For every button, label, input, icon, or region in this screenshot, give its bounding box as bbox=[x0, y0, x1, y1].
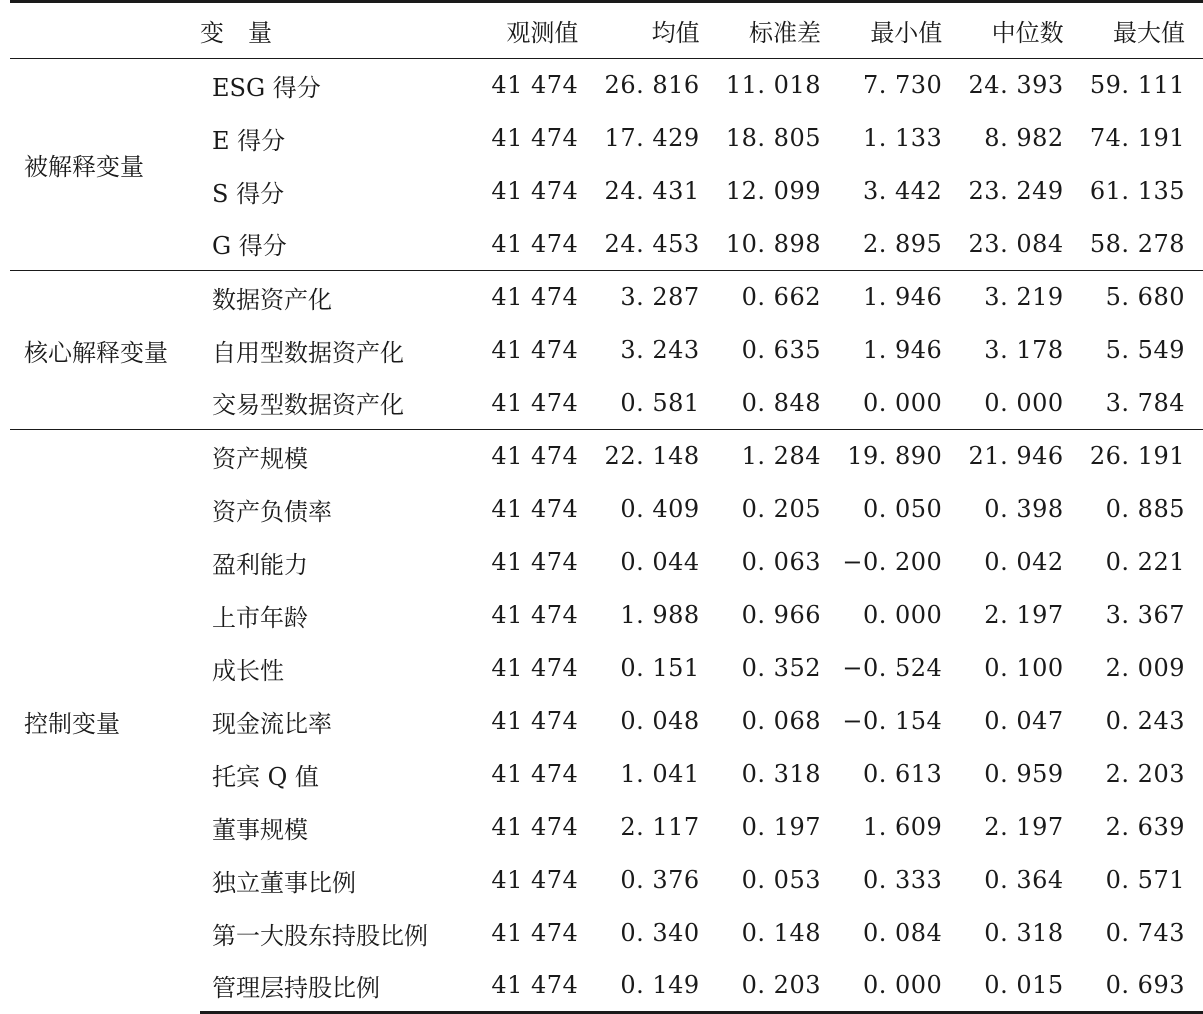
cell-sd: 1. 284 bbox=[718, 430, 839, 483]
cell-min: 1. 609 bbox=[862, 813, 943, 841]
group-label: 被解释变量 bbox=[24, 153, 144, 181]
cell-max: 0. 743 bbox=[1105, 919, 1185, 947]
header-median: 中位数 bbox=[960, 2, 1081, 59]
cell-mean: 0. 044 bbox=[620, 548, 700, 576]
header-max: 最大值 bbox=[1082, 2, 1203, 59]
cell-min: 3. 442 bbox=[862, 177, 943, 205]
header-row bbox=[10, 2, 1203, 59]
cell-min: 0. 084 bbox=[862, 919, 943, 947]
cell-mean: 24. 431 bbox=[604, 177, 700, 205]
cell-median: 0. 042 bbox=[984, 548, 1064, 576]
header-sd: 标准差 bbox=[718, 2, 839, 59]
cell-mean: 0. 340 bbox=[620, 919, 700, 947]
cell-obs: 41 474 bbox=[491, 813, 579, 841]
cell-min: 0. 333 bbox=[862, 866, 943, 894]
cell-mean: 3. 243 bbox=[620, 336, 700, 364]
cell-sd: 10. 898 bbox=[725, 229, 821, 258]
group-label: 核心解释变量 bbox=[10, 271, 200, 430]
variable-name: S 得分 bbox=[212, 179, 285, 208]
cell-obs: 41 474 bbox=[475, 960, 596, 1013]
cell-max: 0. 221 bbox=[1105, 548, 1185, 576]
variable-name: 上市年龄 bbox=[212, 603, 308, 632]
variable-name: 资产规模 bbox=[200, 430, 475, 483]
header-obs: 观测值 bbox=[475, 2, 596, 59]
cell-mean: 1. 041 bbox=[620, 760, 700, 788]
cell-max: 3. 367 bbox=[1105, 601, 1185, 629]
cell-median: 8. 982 bbox=[984, 124, 1064, 152]
cell-median: 0. 100 bbox=[984, 654, 1064, 682]
cell-max: 74. 191 bbox=[1089, 124, 1185, 152]
cell-obs: 41 474 bbox=[491, 388, 579, 417]
cell-mean: 0. 151 bbox=[620, 654, 700, 682]
variable-name: ESG 得分 bbox=[212, 73, 321, 102]
header-variable-label: 变 量 bbox=[200, 19, 272, 47]
cell-mean: 22. 148 bbox=[596, 430, 717, 483]
cell-obs: 41 474 bbox=[491, 548, 579, 576]
variable-name: 资产负债率 bbox=[212, 497, 332, 526]
cell-sd: 0. 205 bbox=[741, 495, 821, 523]
cell-sd: 0. 635 bbox=[741, 336, 821, 364]
cell-obs: 41 474 bbox=[475, 271, 596, 324]
cell-median: 0. 398 bbox=[984, 495, 1064, 523]
table-body bbox=[10, 59, 1203, 1013]
cell-min: 0. 000 bbox=[862, 388, 943, 417]
cell-sd: 12. 099 bbox=[725, 177, 821, 205]
cell-sd: 0. 966 bbox=[741, 601, 821, 629]
cell-obs: 41 474 bbox=[491, 336, 579, 364]
cell-sd: 0. 068 bbox=[741, 707, 821, 735]
cell-obs: 41 474 bbox=[491, 177, 579, 205]
variable-name: 交易型数据资产化 bbox=[212, 391, 404, 420]
cell-min: 1. 133 bbox=[862, 124, 943, 152]
cell-median: 0. 318 bbox=[984, 919, 1064, 947]
cell-min: 1. 946 bbox=[862, 336, 943, 364]
cell-sd: 0. 053 bbox=[741, 866, 821, 894]
cell-sd: 0. 148 bbox=[741, 919, 821, 947]
cell-obs: 41 474 bbox=[491, 229, 579, 258]
variable-name: 成长性 bbox=[212, 656, 284, 685]
variable-name: E 得分 bbox=[212, 126, 286, 155]
descriptive-stats-table-wrapper bbox=[10, 0, 1203, 1014]
cell-mean: 3. 287 bbox=[596, 271, 717, 324]
cell-min: 0. 000 bbox=[839, 960, 960, 1013]
cell-max: 3. 784 bbox=[1105, 388, 1185, 417]
cell-max: 2. 009 bbox=[1105, 654, 1185, 682]
cell-max: 0. 885 bbox=[1105, 495, 1185, 523]
cell-min: 19. 890 bbox=[839, 430, 960, 483]
cell-max: 58. 278 bbox=[1089, 229, 1185, 258]
cell-min: 2. 895 bbox=[862, 229, 943, 258]
cell-min: 7. 730 bbox=[862, 71, 943, 100]
table-row bbox=[10, 59, 1203, 112]
cell-obs: 41 474 bbox=[491, 707, 579, 735]
cell-obs: 41 474 bbox=[491, 919, 579, 947]
cell-sd: 11. 018 bbox=[725, 71, 821, 100]
cell-median: 23. 084 bbox=[968, 229, 1064, 258]
cell-mean: 17. 429 bbox=[604, 124, 700, 152]
cell-mean: 2. 117 bbox=[620, 813, 700, 841]
variable-name: 托宾 Q 值 bbox=[212, 762, 319, 791]
cell-mean: 0. 149 bbox=[596, 960, 717, 1013]
cell-mean: 24. 453 bbox=[604, 229, 700, 258]
header-mean: 均值 bbox=[596, 2, 717, 59]
cell-mean: 1. 988 bbox=[620, 601, 700, 629]
table-row bbox=[10, 430, 1203, 483]
cell-obs: 41 474 bbox=[475, 430, 596, 483]
cell-sd: 0. 318 bbox=[741, 760, 821, 788]
cell-sd: 0. 197 bbox=[741, 813, 821, 841]
table-row bbox=[10, 271, 1203, 324]
cell-median: 0. 959 bbox=[984, 760, 1064, 788]
cell-median: 21. 946 bbox=[960, 430, 1081, 483]
cell-max: 26. 191 bbox=[1082, 430, 1203, 483]
cell-max: 2. 639 bbox=[1105, 813, 1185, 841]
cell-median: 0. 364 bbox=[984, 866, 1064, 894]
cell-mean: 26. 816 bbox=[604, 71, 700, 100]
cell-min: 0. 613 bbox=[862, 760, 943, 788]
cell-median: 24. 393 bbox=[968, 71, 1064, 100]
cell-min: 0. 000 bbox=[862, 601, 943, 629]
cell-mean: 0. 048 bbox=[620, 707, 700, 735]
cell-median: 0. 015 bbox=[960, 960, 1081, 1013]
cell-mean: 0. 376 bbox=[620, 866, 700, 894]
cell-obs: 41 474 bbox=[491, 124, 579, 152]
cell-median: 2. 197 bbox=[984, 813, 1064, 841]
cell-obs: 41 474 bbox=[491, 601, 579, 629]
variable-name: 管理层持股比例 bbox=[200, 960, 475, 1013]
cell-sd: 18. 805 bbox=[725, 124, 821, 152]
variable-name: 第一大股东持股比例 bbox=[212, 921, 428, 950]
descriptive-stats-table bbox=[10, 0, 1203, 1014]
cell-max: 0. 693 bbox=[1082, 960, 1203, 1013]
cell-obs: 41 474 bbox=[491, 495, 579, 523]
cell-max: 5. 549 bbox=[1105, 336, 1185, 364]
cell-min: −0. 154 bbox=[842, 707, 943, 735]
variable-name: 董事规模 bbox=[212, 815, 308, 844]
cell-obs: 41 474 bbox=[491, 760, 579, 788]
cell-obs: 41 474 bbox=[491, 654, 579, 682]
header-variable bbox=[10, 2, 475, 59]
cell-max: 2. 203 bbox=[1105, 760, 1185, 788]
cell-median: 3. 219 bbox=[960, 271, 1081, 324]
cell-obs: 41 474 bbox=[491, 71, 579, 100]
variable-name: G 得分 bbox=[212, 232, 287, 261]
cell-min: 1. 946 bbox=[839, 271, 960, 324]
cell-max: 0. 571 bbox=[1105, 866, 1185, 894]
cell-min: −0. 200 bbox=[842, 548, 943, 576]
cell-max: 59. 111 bbox=[1089, 71, 1185, 100]
cell-mean: 0. 581 bbox=[620, 388, 700, 417]
variable-name: 独立董事比例 bbox=[212, 868, 356, 897]
cell-sd: 0. 063 bbox=[741, 548, 821, 576]
cell-obs: 41 474 bbox=[491, 866, 579, 894]
cell-min: 0. 050 bbox=[862, 495, 943, 523]
cell-max: 61. 135 bbox=[1089, 177, 1185, 205]
variable-name: 自用型数据资产化 bbox=[212, 338, 404, 367]
cell-median: 2. 197 bbox=[984, 601, 1064, 629]
cell-min: −0. 524 bbox=[842, 654, 943, 682]
variable-name: 数据资产化 bbox=[200, 271, 475, 324]
variable-name: 现金流比率 bbox=[212, 709, 332, 738]
cell-sd: 0. 352 bbox=[741, 654, 821, 682]
cell-mean: 0. 409 bbox=[620, 495, 700, 523]
cell-max: 5. 680 bbox=[1082, 271, 1203, 324]
variable-name: 盈利能力 bbox=[212, 550, 308, 579]
cell-median: 3. 178 bbox=[984, 336, 1064, 364]
cell-max: 0. 243 bbox=[1105, 707, 1185, 735]
cell-sd: 0. 848 bbox=[741, 388, 821, 417]
cell-median: 0. 000 bbox=[984, 388, 1064, 417]
cell-median: 0. 047 bbox=[984, 707, 1064, 735]
header-min: 最小值 bbox=[839, 2, 960, 59]
cell-sd: 0. 203 bbox=[718, 960, 839, 1013]
group-label: 控制变量 bbox=[10, 430, 200, 1013]
cell-sd: 0. 662 bbox=[718, 271, 839, 324]
cell-median: 23. 249 bbox=[968, 177, 1064, 205]
